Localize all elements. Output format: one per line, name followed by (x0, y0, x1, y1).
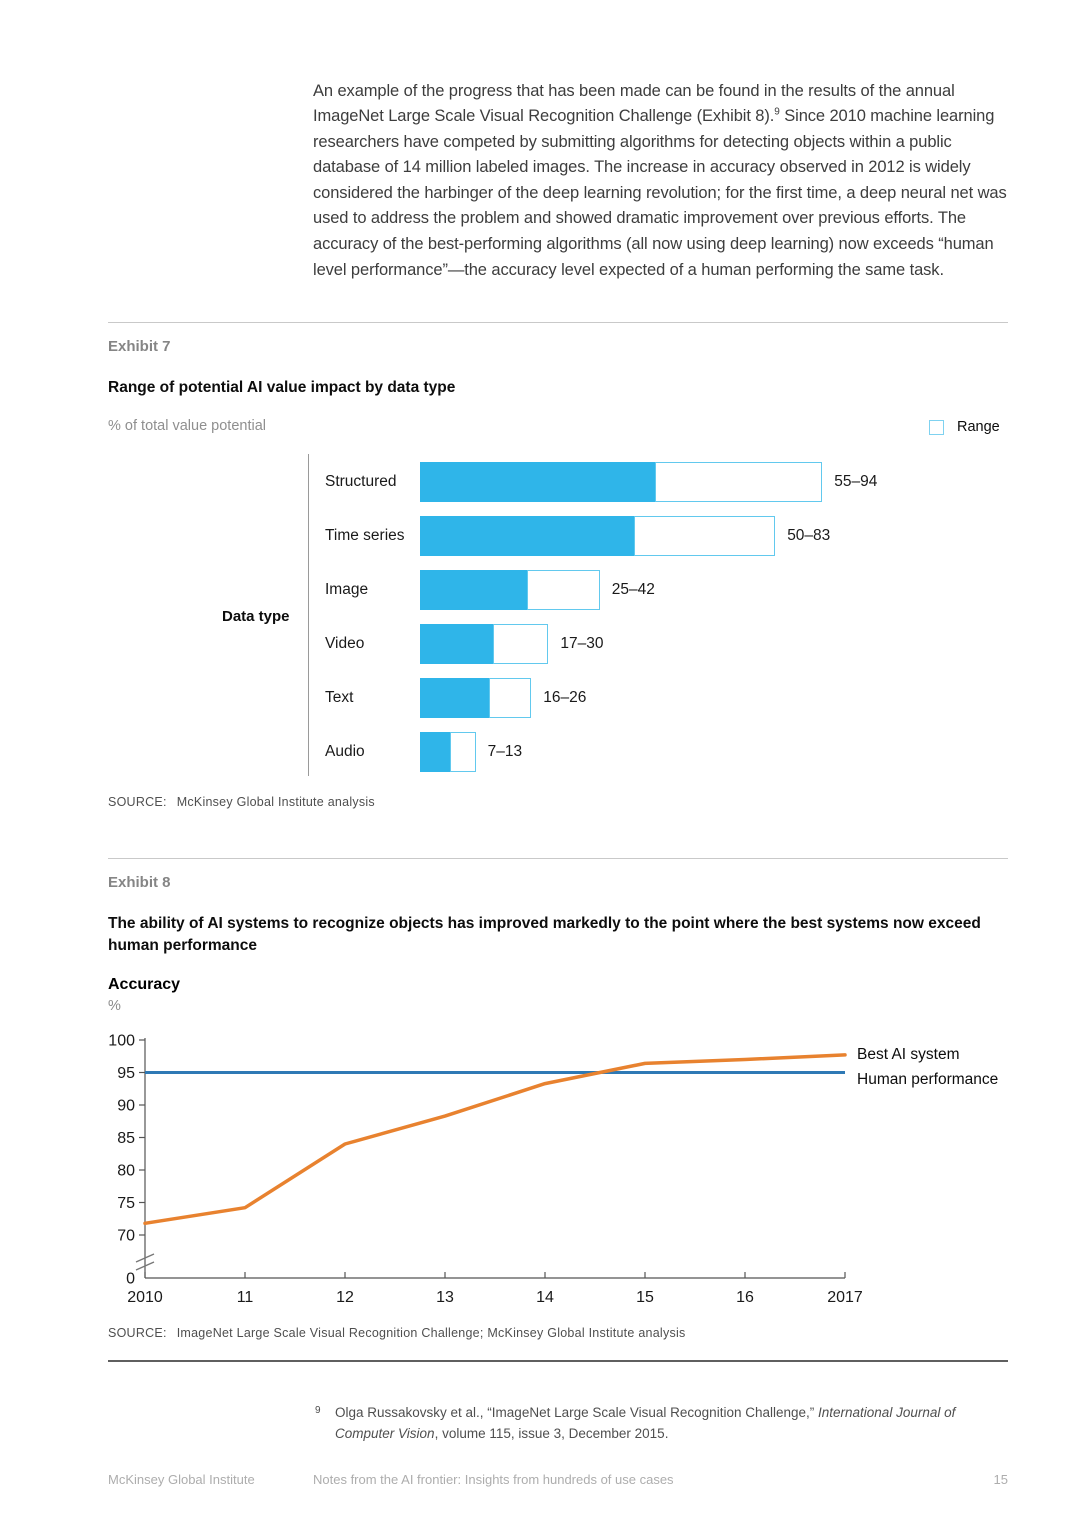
exhibit7-label: Exhibit 7 (108, 338, 171, 355)
y-tick-label: 75 (117, 1195, 135, 1212)
x-tick-label: 12 (336, 1289, 354, 1306)
y-tick-label: 80 (117, 1162, 135, 1180)
line-chart-y-unit: % (108, 998, 121, 1014)
footnote-text-post: , volume 115, issue 3, December 2015. (434, 1426, 669, 1441)
footnote-text-pre: Olga Russakovsky et al., “ImageNet Large Scale Visual Recognition Challenge,” (335, 1405, 819, 1420)
y-tick-label: 100 (108, 1032, 135, 1050)
divider-middle (108, 858, 1008, 859)
best-ai-legend-label: Best AI system (857, 1046, 960, 1063)
bar-value-label: 17–30 (560, 635, 604, 652)
divider-footnote (108, 1360, 1008, 1362)
x-tick-label: 16 (736, 1289, 754, 1306)
divider-top (108, 322, 1008, 323)
y-tick-label: 85 (117, 1130, 135, 1147)
bar-row (325, 516, 1010, 556)
bar-chart-axis-line (308, 454, 309, 776)
footer-institute: McKinsey Global Institute (108, 1472, 255, 1487)
range-legend-label: Range (957, 419, 1000, 435)
footnote-ref-9: 9 (774, 106, 780, 118)
best-ai-line (145, 1055, 845, 1223)
exhibit7-source-text: McKinsey Global Institute analysis (176, 795, 375, 809)
human-performance-legend-label: Human performance (857, 1071, 999, 1088)
x-tick-label: 13 (436, 1289, 454, 1306)
bar-category-label: Image (325, 581, 369, 598)
exhibit8-source-text: ImageNet Large Scale Visual Recognition Challenge; McKinsey Global Institute analysis (176, 1326, 686, 1340)
bar-category-label: Audio (325, 743, 365, 760)
exhibit8-source-label: SOURCE: (108, 1326, 167, 1340)
bar-chart (325, 462, 1010, 776)
intro-text-pre: An example of the progress that has been made can be found in the results of the annual ImageNet Large Scale Visual Recognition Challenge (Exhibit 8). (313, 81, 955, 126)
bar-row (325, 732, 1010, 772)
footnote-marker: 9 (315, 1405, 321, 1416)
exhibit8-label: Exhibit 8 (108, 874, 171, 891)
y-tick-label: 95 (117, 1065, 135, 1082)
x-tick-label: 2010 (127, 1289, 163, 1306)
line-chart (108, 1018, 1008, 1318)
x-tick-label: 15 (636, 1289, 654, 1306)
bar-category-label: Time series (325, 527, 405, 544)
footnote-journal-name: International Journal of Computer Vision (335, 1405, 956, 1441)
line-chart-y-title: Accuracy (108, 976, 181, 993)
bar-range-segment (655, 462, 822, 502)
x-tick-label: 2017 (827, 1289, 863, 1306)
y-tick-label: 70 (117, 1227, 135, 1245)
footer-report-title: Notes from the AI frontier: Insights from hundreds of use cases (313, 1472, 674, 1487)
bar-value-label: 50–83 (787, 527, 831, 544)
bar-row (325, 624, 1010, 664)
bar-range-segment (634, 516, 775, 556)
intro-paragraph (313, 79, 1018, 284)
bar-category-label: Video (325, 635, 365, 652)
bar-range-segment (493, 624, 549, 664)
exhibit8-title: The ability of AI systems to recognize objects has improved markedly to the point where the best systems now exceed human performance (108, 915, 981, 954)
exhibit7-source (108, 795, 375, 809)
x-tick-label: 14 (536, 1289, 554, 1306)
range-legend-swatch (929, 420, 944, 435)
bar-low-segment (420, 570, 527, 610)
bar-range-segment (489, 678, 532, 718)
bar-low-segment (420, 624, 493, 664)
bar-chart-axis-title: Data type (222, 608, 290, 625)
bar-row (325, 462, 1010, 502)
bar-value-label: 16–26 (543, 689, 587, 706)
exhibit7-source-label: SOURCE: (108, 795, 167, 809)
bar-row (325, 678, 1010, 718)
bar-value-label: 55–94 (834, 473, 878, 490)
bar-value-label: 25–42 (611, 581, 655, 598)
x-tick-label: 11 (236, 1289, 254, 1306)
intro-text-post: Since 2010 machine learning researchers have competed by submitting algorithms for detecting objects within a public database of 14 million labeled images. The increase in accuracy observed in 2012 is widely considered the harbinger of the deep learning revolution; for the first time, a deep neural net was used to address the problem and showed dramatic improvement over previous efforts. The accuracy of the best-performing algorithms (all now using deep learning) now exceeds “human level performance”—the accuracy level expected of a human performing the same task. (313, 107, 1007, 279)
bar-category-label: Text (325, 689, 354, 706)
bar-value-label: 7–13 (487, 743, 523, 760)
y-tick-label: 90 (117, 1097, 135, 1115)
page-footer (108, 1472, 1008, 1487)
footnote-9 (313, 1402, 1013, 1444)
bar-low-segment (420, 678, 489, 718)
exhibit8-source (108, 1326, 686, 1340)
bar-row (325, 570, 1010, 610)
bar-low-segment (420, 732, 450, 772)
bar-range-segment (527, 570, 600, 610)
exhibit7-subtitle: % of total value potential (108, 418, 266, 434)
footer-page-number: 15 (993, 1472, 1008, 1487)
bar-low-segment (420, 462, 655, 502)
bar-category-label: Structured (325, 473, 397, 490)
exhibit7-title: Range of potential AI value impact by data type (108, 379, 456, 396)
bar-range-segment (450, 732, 476, 772)
bar-low-segment (420, 516, 634, 556)
y-tick-label: 0 (126, 1270, 135, 1288)
